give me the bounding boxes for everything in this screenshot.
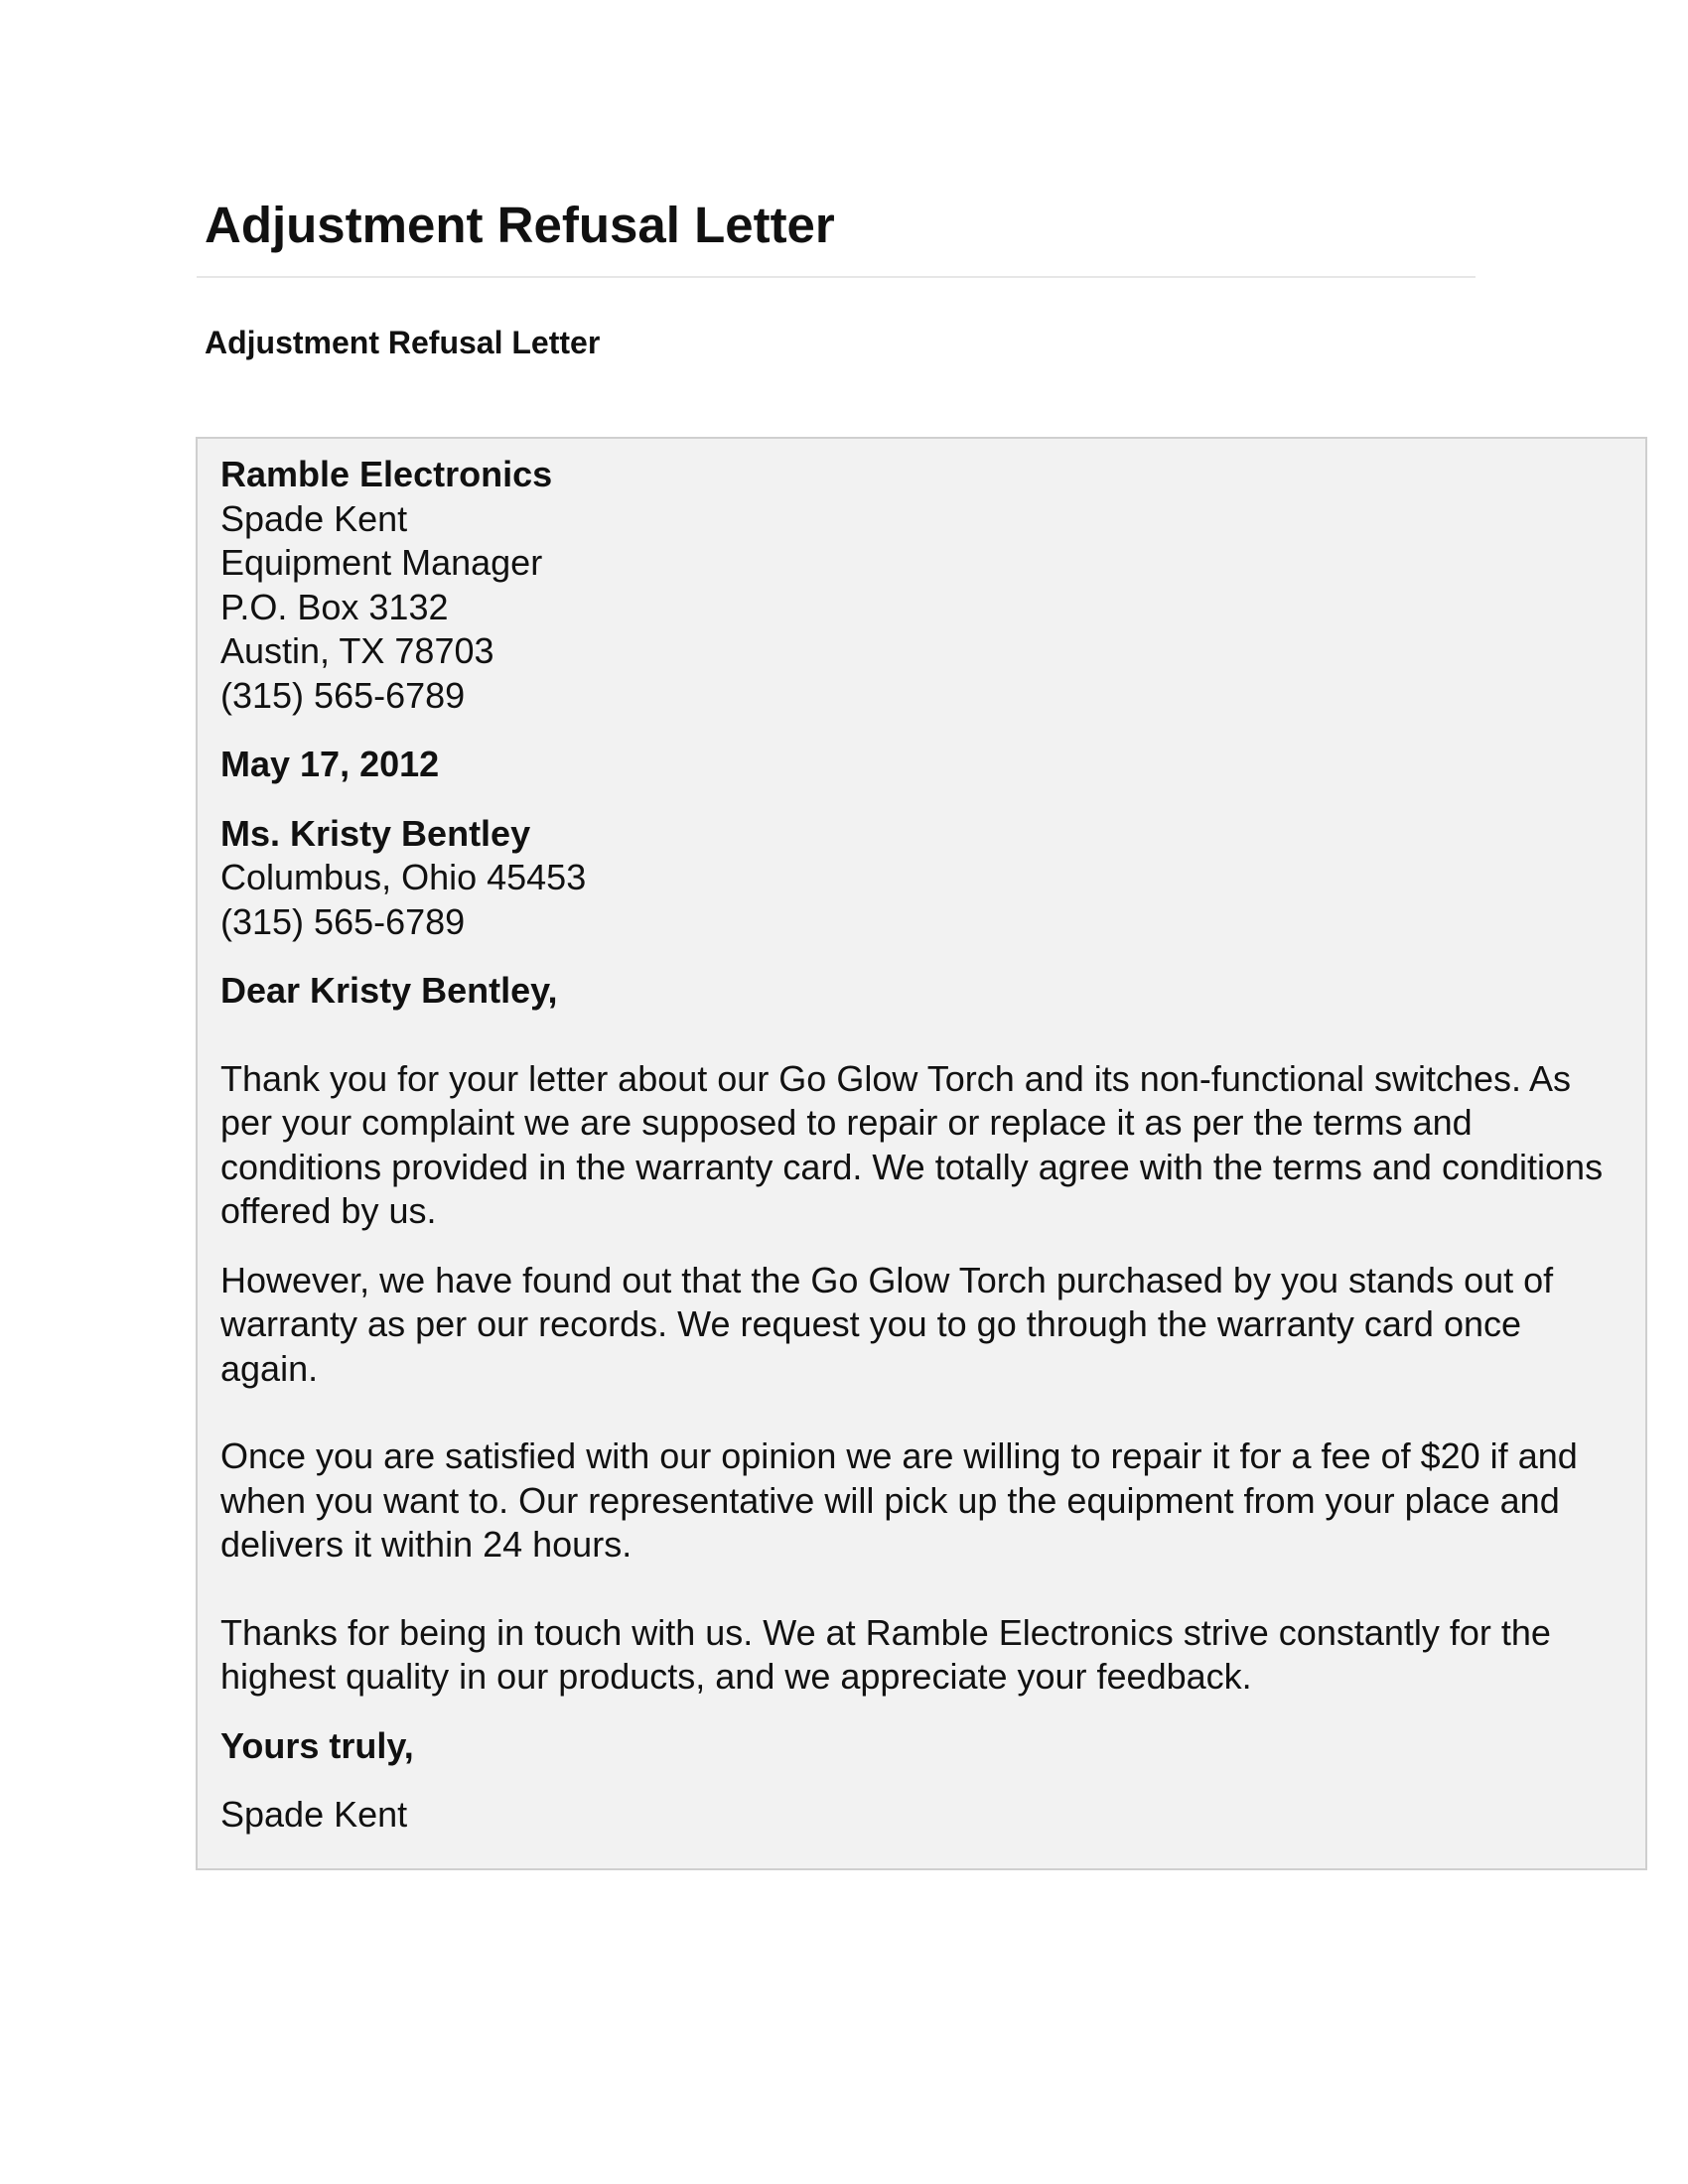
sender-address-line-1: P.O. Box 3132 [220,586,449,627]
body-paragraph-2: However, we have found out that the Go Glow Torch purchased by you stands out of warranty as per our records. We request you to go through the warranty card once again. [220,1259,1554,1389]
title-divider [197,276,1476,278]
recipient-phone: (315) 565-6789 [220,900,466,942]
body-paragraph-4: Thanks for being in touch with us. We at Ramble Electronics strive constantly for the highest quality in our products, and we appreciate your feedback. [220,1611,1551,1697]
recipient-address: Columbus, Ohio 45453 [220,857,587,897]
body-paragraph-3: Once you are satisfied with our opinion we are willing to repair it for a fee of $20 if and when you want to. Our representative will pick up the equipment from your place and delivers it within 24 hours. [220,1435,1578,1565]
sender-address-line-2: Austin, TX 78703 [220,630,494,671]
sender-position: Equipment Manager [220,542,543,583]
closing: Yours truly, [220,1724,414,1766]
sender-company: Ramble Electronics [220,454,553,494]
recipient-block [220,812,1616,945]
letter-date: May 17, 2012 [220,744,440,784]
letter-subtitle: Adjustment Refusal Letter [205,325,601,360]
body-paragraph-1: Thank you for your letter about our Go Glow Torch and its non-functional switches. As per your complaint we are supposed to repair or replace it as per the terms and conditions provided in the warranty card. We totally agree with the terms and conditions offered by us. [220,1057,1604,1231]
sender-phone: (315) 565-6789 [220,674,466,716]
recipient-name: Ms. Kristy Bentley [220,812,531,854]
letter-box [196,437,1647,1870]
sender-block [220,453,1616,718]
salutation: Dear Kristy Bentley, [220,970,558,1011]
sender-name: Spade Kent [220,497,408,539]
page-title: Adjustment Refusal Letter [205,197,835,253]
signature: Spade Kent [220,1794,408,1835]
